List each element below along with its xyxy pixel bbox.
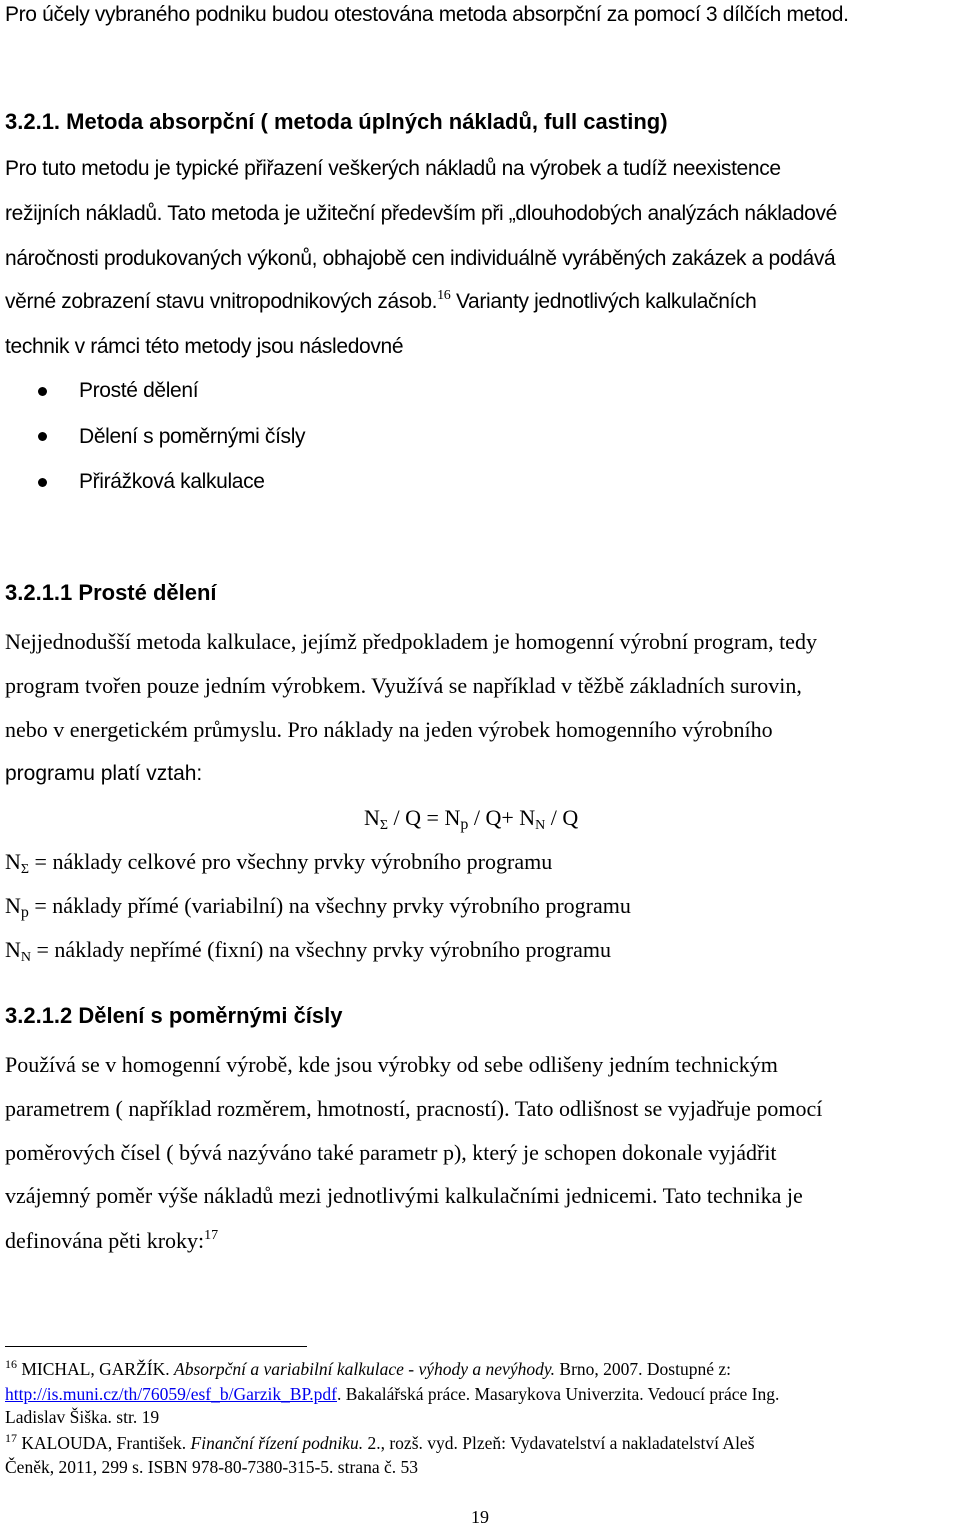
paragraph-line: Pro tuto metodu je typické přiřazení veškerých nákladů na výrobek a tudíž neexistence xyxy=(5,157,781,180)
text-run: program tvořen pouze jedním výrobkem. xyxy=(5,673,367,698)
paragraph-line: náročnosti produkovaných výkonů, obhajobě cen individuálně vyráběných zakázek a podává xyxy=(5,247,836,270)
paragraph-line xyxy=(5,717,773,743)
page-number: 19 xyxy=(471,1507,489,1527)
paragraph-line: poměrových čísel ( bývá nazýváno také parametr p), který je schopen dokonale vyjádřit xyxy=(5,1140,777,1165)
paragraph-line xyxy=(5,289,757,315)
footnote-16-line-2 xyxy=(5,1383,779,1405)
section-heading-3-2-1: 3.2.1. Metoda absorpční ( metoda úplných nákladů, full casting) xyxy=(5,109,668,134)
formula-subscript: N xyxy=(20,950,32,965)
footnote-separator xyxy=(5,1346,307,1347)
text-run: Využívá se například v těžbě základních surovin, xyxy=(366,673,802,698)
footnote-text: 2., rozš. vyd. Plzeň: Vydavatelství a nakladatelství Aleš xyxy=(363,1433,755,1453)
footnote-17 xyxy=(5,1432,755,1454)
formula-symbol: N xyxy=(444,805,461,830)
paragraph-line: Používá se v homogenní výrobě, kde jsou výrobky od sebe odlišeny jedním technickým xyxy=(5,1052,778,1077)
formula-symbol: N xyxy=(5,937,21,962)
paragraph-line: programu platí vztah: xyxy=(5,762,203,785)
text-run: Varianty jednotlivých kalkulačních xyxy=(450,290,757,313)
text-run: definována pěti kroky: xyxy=(5,1228,205,1253)
footnote-text: Brno, 2007. Dostupné z: xyxy=(555,1359,731,1379)
footnote-text: MICHAL, GARŽÍK. xyxy=(17,1359,175,1379)
paragraph-line: vzájemný poměr výše nákladů mezi jednotlivými kalkulačními jednicemi. Tato technika je xyxy=(5,1183,803,1208)
text-run: věrné zobrazení stavu vnitropodnikových zásob. xyxy=(5,290,438,313)
formula-symbol: N xyxy=(364,805,380,830)
formula-subscript: Σ xyxy=(20,862,30,877)
formula xyxy=(364,805,578,831)
text-run: nebo v energetickém průmyslu. xyxy=(5,717,282,742)
formula-subscript: p xyxy=(20,904,29,921)
formula-text: / Q xyxy=(545,805,579,830)
footnote-number: 17 xyxy=(5,1431,17,1445)
bullet-icon xyxy=(38,478,47,487)
paragraph-line xyxy=(5,673,802,699)
bullet-icon xyxy=(38,432,47,441)
formula-symbol: N xyxy=(519,805,536,830)
section-heading-3-2-1-1: 3.2.1.1 Prosté dělení xyxy=(5,580,217,605)
formula-subscript: Σ xyxy=(379,818,389,833)
paragraph-line xyxy=(5,1228,218,1254)
paragraph-line: parametrem ( například rozměrem, hmotností, pracností). Tato odlišnost se vyjadřuje pomocí xyxy=(5,1096,823,1121)
formula-subscript: p xyxy=(460,816,469,833)
definition-text: = náklady přímé (variabilní) na všechny prvky výrobního programu xyxy=(28,893,631,918)
footnote-text: KALOUDA, František. xyxy=(17,1433,191,1453)
list-item: Přirážková kalkulace xyxy=(79,470,265,493)
footnote-16 xyxy=(5,1358,731,1380)
footnote-ref-17[interactable]: 17 xyxy=(204,1228,219,1243)
text-run: Pro náklady na jeden výrobek homogenního výrobního xyxy=(281,717,773,742)
footnote-ref-16[interactable]: 16 xyxy=(437,288,451,303)
definition-line xyxy=(5,849,552,875)
text-run: režijních nákladů. xyxy=(5,202,163,225)
section-heading-3-2-1-2: 3.2.1.2 Dělení s poměrnými čísly xyxy=(5,1003,343,1028)
definition-line xyxy=(5,893,631,919)
footnote-text: . Bakalářská práce. Masarykova Univerzita. Vedoucí práce Ing. xyxy=(337,1384,780,1404)
definition-text: = náklady nepřímé (fixní) na všechny prvky výrobního programu xyxy=(31,937,611,962)
list-item: Prosté dělení xyxy=(79,379,199,402)
paragraph-line xyxy=(5,201,837,227)
text-run: Tato metoda je užiteční především při „dlouhodobých analýzách nákladové xyxy=(162,202,837,225)
list-item: Dělení s poměrnými čísly xyxy=(79,425,306,448)
footnote-title: Finanční řízení podniku. xyxy=(190,1433,364,1453)
formula-text: / Q = xyxy=(388,805,445,830)
footnote-17-line-2: Čeněk, 2011, 299 s. ISBN 978-80-7380-315-5. strana č. 53 xyxy=(5,1457,418,1477)
formula-subscript: N xyxy=(535,818,546,833)
footnote-title: Absorpční a variabilní kalkulace - výhody a nevýhody. xyxy=(174,1359,556,1379)
paragraph-line: technik v rámci této metody jsou následovné xyxy=(5,335,404,358)
definition-line xyxy=(5,937,611,963)
bullet-icon xyxy=(38,387,47,396)
footnote-16-line-3: Ladislav Šiška. str. 19 xyxy=(5,1407,160,1427)
formula-symbol: N xyxy=(5,849,21,874)
definition-text: = náklady celkové pro všechny prvky výrobního programu xyxy=(29,849,553,874)
footnote-link[interactable]: http://is.muni.cz/th/76059/esf_b/Garzik_BP.pdf xyxy=(5,1384,337,1404)
intro-text: Pro účely vybraného podniku budou otestována metoda absorpční za pomocí 3 dílčích metod. xyxy=(5,3,849,26)
formula-symbol: N xyxy=(5,893,21,918)
formula-text: / Q+ xyxy=(468,805,520,830)
paragraph-line: Nejjednodušší metoda kalkulace, jejímž předpokladem je homogenní výrobní program, tedy xyxy=(5,629,817,654)
footnote-number: 16 xyxy=(5,1357,17,1371)
